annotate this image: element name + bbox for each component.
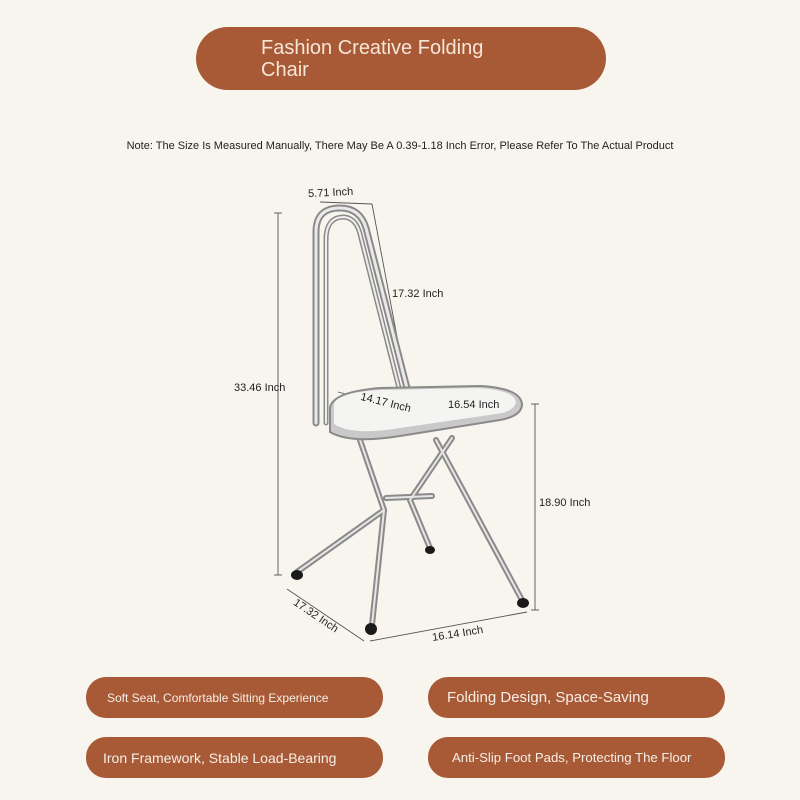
measurement-note: Note: The Size Is Measured Manually, There May Be A 0.39-1.18 Inch Error, Please Refer To The Actual Product <box>126 140 674 152</box>
dim-base-width: 16.14 Inch <box>431 624 484 644</box>
feature-soft-seat <box>86 677 383 718</box>
dim-seat-depth: 14.17 Inch <box>359 390 413 416</box>
feature-label: Anti-Slip Foot Pads, Protecting The Floor <box>452 750 692 765</box>
dim-total-height: 33.46 Inch <box>234 382 286 394</box>
dim-backrest-height: 17.32 Inch <box>392 288 444 300</box>
dim-base-depth: 17.32 Inch <box>291 596 341 636</box>
feature-label: Folding Design, Space-Saving <box>447 689 649 706</box>
page-title: Fashion Creative Folding Chair <box>261 37 484 81</box>
feature-iron-framework <box>86 737 383 778</box>
feature-anti-slip <box>428 737 725 778</box>
dim-top-width: 5.71 Inch <box>307 185 354 201</box>
chair-seat <box>330 386 522 439</box>
feature-label: Soft Seat, Comfortable Sitting Experience <box>107 690 329 705</box>
feature-folding-design <box>428 677 725 718</box>
feature-label: Iron Framework, Stable Load-Bearing <box>103 749 337 766</box>
dim-seat-width: 16.54 Inch <box>448 399 500 411</box>
dim-seat-height: 18.90 Inch <box>539 497 591 509</box>
